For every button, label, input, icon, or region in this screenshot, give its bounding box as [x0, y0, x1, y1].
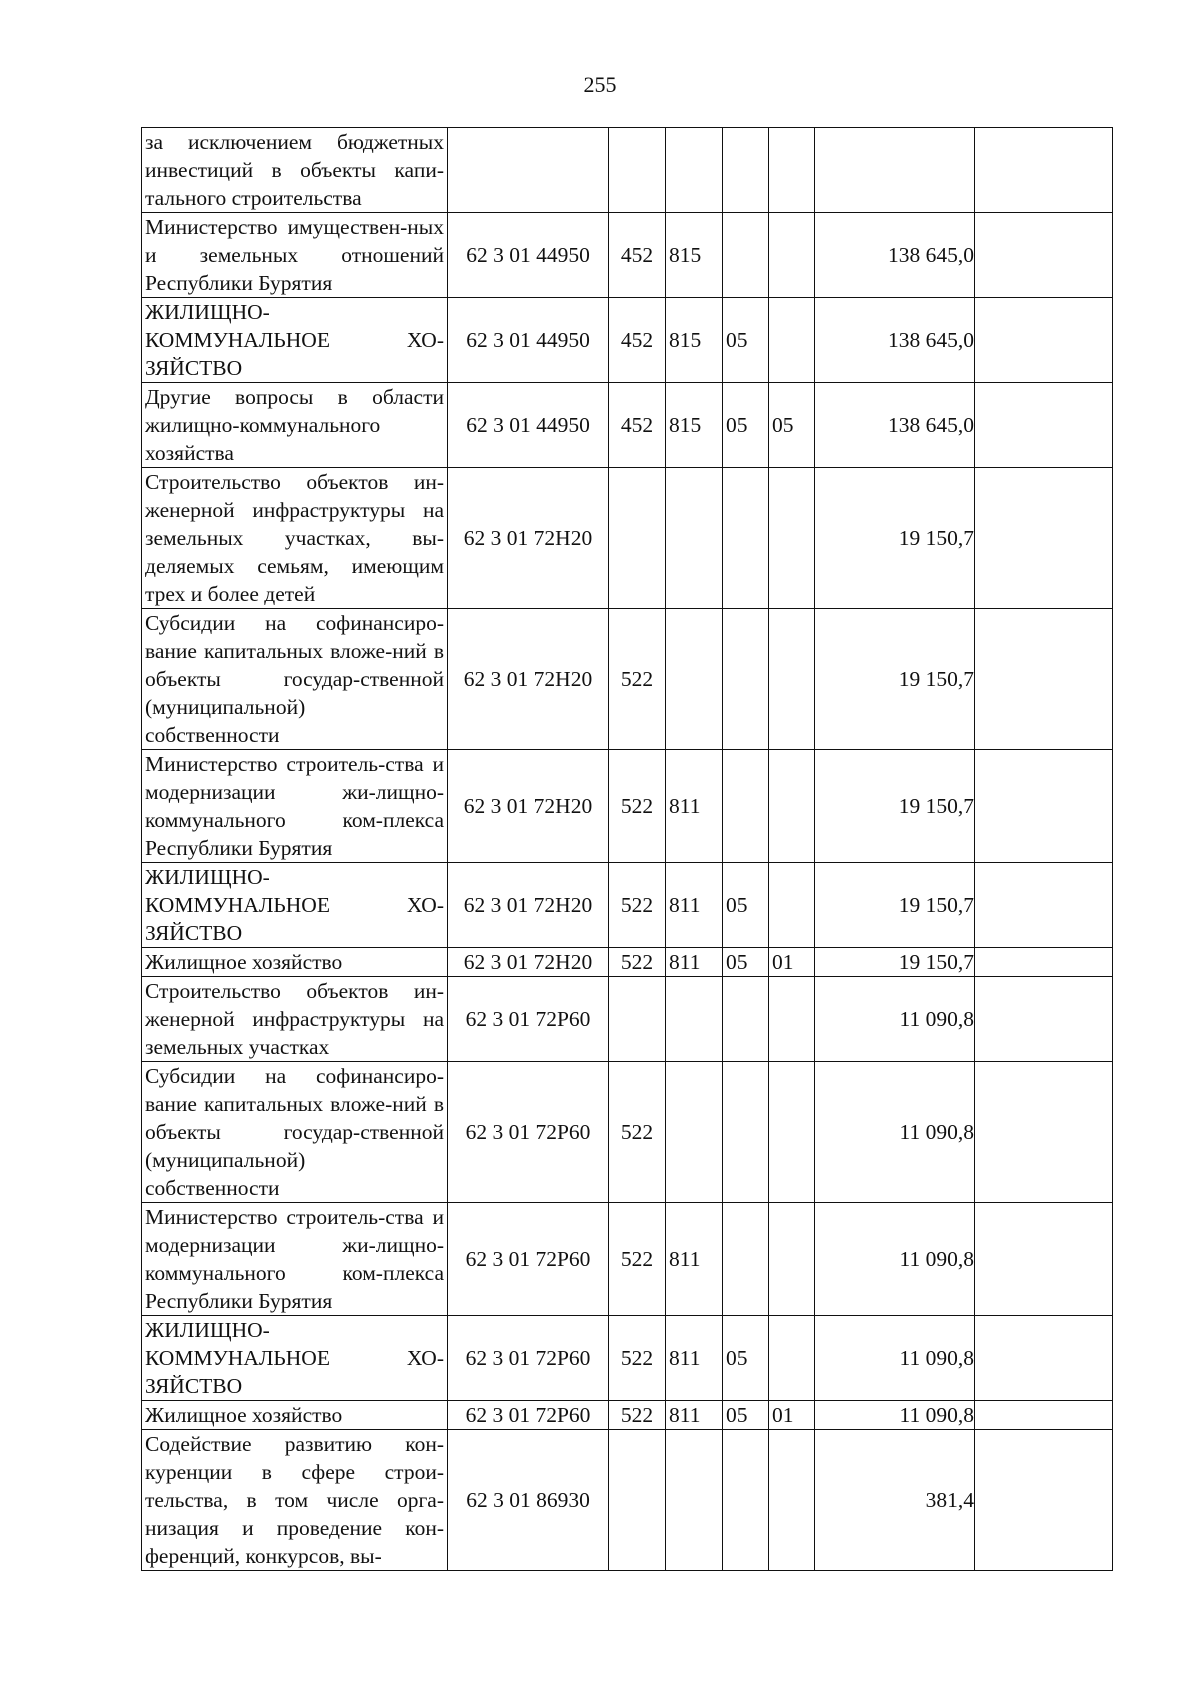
administrator-code-cell — [666, 128, 723, 213]
item-name-cell: Жилищное хозяйство — [142, 1401, 448, 1430]
item-name-cell: Субсидии на софинансиро-вание капитальных вложе-ний в объекты государ-ственной (муниципальной) собственности — [142, 1062, 448, 1203]
item-name-cell: ЖИЛИЩНО-КОММУНАЛЬНОЕ ХО-ЗЯЙСТВО — [142, 1316, 448, 1401]
administrator-code-cell: 811 — [666, 1203, 723, 1316]
empty-cell — [975, 1401, 1113, 1430]
table-row — [142, 1316, 1113, 1401]
subsection-cell — [769, 863, 815, 948]
subsection-cell — [769, 298, 815, 383]
table-row — [142, 1203, 1113, 1316]
amount-cell: 138 645,0 — [815, 213, 975, 298]
expense-type-cell: 522 — [609, 1316, 666, 1401]
administrator-code-cell — [666, 609, 723, 750]
empty-cell — [975, 128, 1113, 213]
subsection-cell: 05 — [769, 383, 815, 468]
item-name-cell: Строительство объектов ин-женерной инфраструктуры на земельных участках — [142, 977, 448, 1062]
subsection-cell — [769, 128, 815, 213]
target-article-cell: 62 3 01 72Р60 — [448, 1401, 609, 1430]
table-row — [142, 863, 1113, 948]
item-name-cell: Жилищное хозяйство — [142, 948, 448, 977]
empty-cell — [975, 298, 1113, 383]
section-cell — [723, 609, 769, 750]
target-article-cell: 62 3 01 72Р60 — [448, 1316, 609, 1401]
amount-cell: 19 150,7 — [815, 609, 975, 750]
expense-type-cell — [609, 128, 666, 213]
administrator-code-cell — [666, 468, 723, 609]
expense-type-cell: 522 — [609, 1203, 666, 1316]
target-article-cell: 62 3 01 72Н20 — [448, 948, 609, 977]
expense-type-cell: 522 — [609, 609, 666, 750]
expense-type-cell — [609, 1430, 666, 1571]
empty-cell — [975, 468, 1113, 609]
target-article-cell: 62 3 01 72Н20 — [448, 468, 609, 609]
expense-type-cell — [609, 468, 666, 609]
subsection-cell — [769, 213, 815, 298]
item-name-cell: Министерство строитель-ства и модернизации жи-лищно-коммунального ком-плекса Республики Бурятия — [142, 1203, 448, 1316]
section-cell — [723, 1203, 769, 1316]
section-cell — [723, 1062, 769, 1203]
empty-cell — [975, 948, 1113, 977]
subsection-cell — [769, 1062, 815, 1203]
amount-cell: 11 090,8 — [815, 1203, 975, 1316]
amount-cell: 11 090,8 — [815, 1401, 975, 1430]
table-row — [142, 298, 1113, 383]
amount-cell: 381,4 — [815, 1430, 975, 1571]
subsection-cell — [769, 1203, 815, 1316]
section-cell — [723, 977, 769, 1062]
table-row — [142, 750, 1113, 863]
empty-cell — [975, 863, 1113, 948]
administrator-code-cell: 815 — [666, 298, 723, 383]
subsection-cell — [769, 977, 815, 1062]
subsection-cell: 01 — [769, 948, 815, 977]
budget-table — [141, 127, 1113, 1571]
administrator-code-cell: 811 — [666, 1316, 723, 1401]
item-name-cell: за исключением бюджетных инвестиций в объекты капи-тального строительства — [142, 128, 448, 213]
table-row — [142, 1062, 1113, 1203]
subsection-cell: 01 — [769, 1401, 815, 1430]
administrator-code-cell — [666, 977, 723, 1062]
section-cell: 05 — [723, 863, 769, 948]
section-cell: 05 — [723, 1401, 769, 1430]
empty-cell — [975, 383, 1113, 468]
administrator-code-cell: 811 — [666, 750, 723, 863]
subsection-cell — [769, 1316, 815, 1401]
table-row — [142, 128, 1113, 213]
amount-cell: 19 150,7 — [815, 468, 975, 609]
subsection-cell — [769, 609, 815, 750]
empty-cell — [975, 1062, 1113, 1203]
target-article-cell: 62 3 01 72Н20 — [448, 863, 609, 948]
empty-cell — [975, 1203, 1113, 1316]
empty-cell — [975, 213, 1113, 298]
expense-type-cell: 522 — [609, 750, 666, 863]
empty-cell — [975, 1316, 1113, 1401]
target-article-cell: 62 3 01 44950 — [448, 383, 609, 468]
table-row — [142, 1430, 1113, 1571]
expense-type-cell: 522 — [609, 1062, 666, 1203]
table-row — [142, 609, 1113, 750]
item-name-cell: Другие вопросы в области жилищно-коммунального хозяйства — [142, 383, 448, 468]
administrator-code-cell — [666, 1062, 723, 1203]
section-cell — [723, 213, 769, 298]
empty-cell — [975, 1430, 1113, 1571]
expense-type-cell: 452 — [609, 213, 666, 298]
expense-type-cell: 522 — [609, 1401, 666, 1430]
section-cell: 05 — [723, 298, 769, 383]
amount-cell: 11 090,8 — [815, 1062, 975, 1203]
administrator-code-cell — [666, 1430, 723, 1571]
table-row — [142, 1401, 1113, 1430]
item-name-cell: Министерство имуществен-ных и земельных отношений Республики Бурятия — [142, 213, 448, 298]
table-row — [142, 383, 1113, 468]
budget-table-body — [142, 128, 1113, 1571]
target-article-cell: 62 3 01 72Р60 — [448, 1062, 609, 1203]
amount-cell: 138 645,0 — [815, 383, 975, 468]
empty-cell — [975, 977, 1113, 1062]
item-name-cell: Строительство объектов ин-женерной инфраструктуры на земельных участках, вы-деляемых семьям, имеющим трех и более детей — [142, 468, 448, 609]
expense-type-cell — [609, 977, 666, 1062]
amount-cell: 11 090,8 — [815, 977, 975, 1062]
subsection-cell — [769, 1430, 815, 1571]
item-name-cell: Содействие развитию кон-куренции в сфере строи-тельства, в том числе орга-низация и проведение кон-ференций, конкурсов, вы- — [142, 1430, 448, 1571]
amount-cell: 19 150,7 — [815, 948, 975, 977]
administrator-code-cell: 815 — [666, 213, 723, 298]
target-article-cell: 62 3 01 72Н20 — [448, 609, 609, 750]
target-article-cell — [448, 128, 609, 213]
target-article-cell: 62 3 01 86930 — [448, 1430, 609, 1571]
section-cell: 05 — [723, 383, 769, 468]
table-row — [142, 468, 1113, 609]
amount-cell: 19 150,7 — [815, 750, 975, 863]
amount-cell — [815, 128, 975, 213]
amount-cell: 19 150,7 — [815, 863, 975, 948]
expense-type-cell: 522 — [609, 863, 666, 948]
expense-type-cell: 452 — [609, 383, 666, 468]
section-cell — [723, 468, 769, 609]
section-cell — [723, 750, 769, 863]
table-row — [142, 948, 1113, 977]
empty-cell — [975, 609, 1113, 750]
target-article-cell: 62 3 01 44950 — [448, 298, 609, 383]
page-number: 255 — [583, 72, 617, 97]
table-row — [142, 977, 1113, 1062]
item-name-cell: ЖИЛИЩНО-КОММУНАЛЬНОЕ ХО-ЗЯЙСТВО — [142, 863, 448, 948]
administrator-code-cell: 811 — [666, 1401, 723, 1430]
item-name-cell: Субсидии на софинансиро-вание капитальных вложе-ний в объекты государ-ственной (муниципальной) собственности — [142, 609, 448, 750]
administrator-code-cell: 811 — [666, 863, 723, 948]
target-article-cell: 62 3 01 72Н20 — [448, 750, 609, 863]
table-row — [142, 213, 1113, 298]
section-cell — [723, 1430, 769, 1571]
section-cell — [723, 128, 769, 213]
expense-type-cell: 522 — [609, 948, 666, 977]
target-article-cell: 62 3 01 72Р60 — [448, 977, 609, 1062]
amount-cell: 138 645,0 — [815, 298, 975, 383]
administrator-code-cell: 811 — [666, 948, 723, 977]
amount-cell: 11 090,8 — [815, 1316, 975, 1401]
item-name-cell: ЖИЛИЩНО-КОММУНАЛЬНОЕ ХО-ЗЯЙСТВО — [142, 298, 448, 383]
empty-cell — [975, 750, 1113, 863]
section-cell: 05 — [723, 948, 769, 977]
expense-type-cell: 452 — [609, 298, 666, 383]
target-article-cell: 62 3 01 44950 — [448, 213, 609, 298]
subsection-cell — [769, 750, 815, 863]
section-cell: 05 — [723, 1316, 769, 1401]
item-name-cell: Министерство строитель-ства и модернизации жи-лищно-коммунального ком-плекса Республики Бурятия — [142, 750, 448, 863]
target-article-cell: 62 3 01 72Р60 — [448, 1203, 609, 1316]
administrator-code-cell: 815 — [666, 383, 723, 468]
subsection-cell — [769, 468, 815, 609]
